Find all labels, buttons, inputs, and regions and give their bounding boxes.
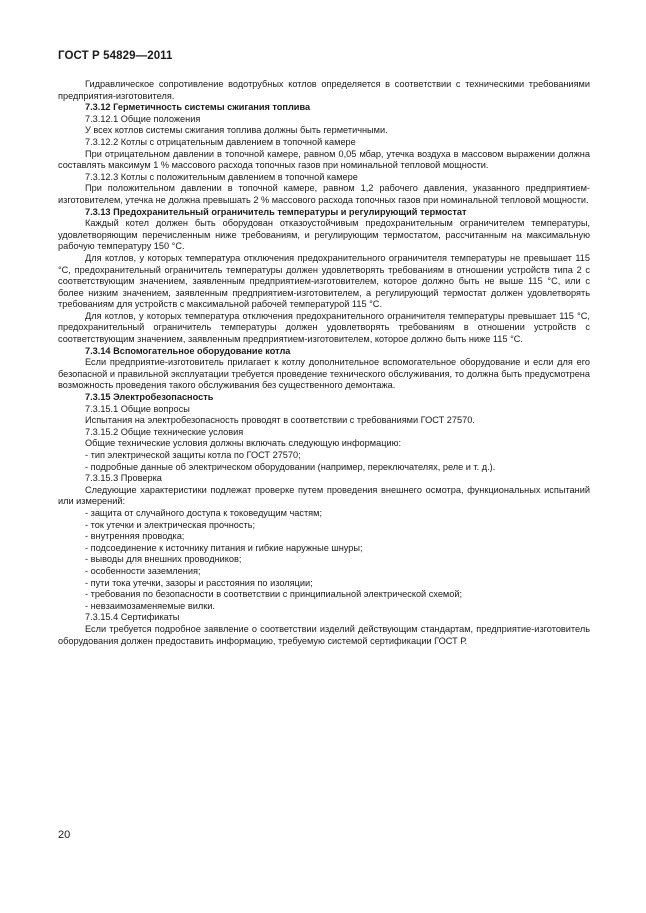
section-heading: 7.3.12 Герметичность системы сжигания топлива (85, 102, 311, 113)
subsection-heading: 7.3.15.3 Проверка (85, 473, 162, 484)
list-item: - подробные данные об электрическом оборудовании (например, переключателях, реле и т. д.). (85, 461, 496, 472)
paragraph: Каждый котел должен быть оборудован отказоустойчивым предохранительным ограничителем температуры, удовлетворяющим перечисленным ниже требованиям, и регулирующим термостатом, рассчитанным на максимальную рабочую температуру 150 °С. (58, 218, 590, 252)
subsection-heading: 7.3.12.2 Котлы с отрицательным давлением в топочной камере (85, 136, 356, 147)
paragraph: Если требуется подробное заявление о соответствии изделий действующим стандартам, предприятие-изготовитель оборудования должен предоставить информацию, требуемую системой сертификации ГОСТ Р. (58, 623, 590, 646)
paragraph: При отрицательном давлении в топочной камере, равном 0,05 мбар, утечка воздуха в массовом выражении должна составлять максимум 1 % массового расхода топочных газов при номинальной тепловой мощности. (58, 148, 590, 171)
paragraph: Испытания на электробезопасность проводят в соответствии с требованиями ГОСТ 27570. (85, 415, 475, 426)
paragraph: Гидравлическое сопротивление водотрубных котлов определяется в соответствии с техническими требованиями предприятия-изготовителя. (58, 79, 590, 101)
list-item: - подсоединение к источнику питания и гибкие наружные шнуры; (85, 542, 363, 553)
list-item: - пути тока утечки, зазоры и расстояния по изоляции; (85, 577, 313, 588)
section-heading: 7.3.14 Вспомогательное оборудование котла (85, 345, 291, 356)
subsection-heading: 7.3.12.1 Общие положения (85, 113, 201, 124)
document-header: ГОСТ Р 54829—2011 (58, 50, 173, 62)
subsection-heading: 7.3.15.4 Сертификаты (85, 612, 180, 623)
paragraph: Если предприятие-изготовитель прилагает к котлу дополнительное вспомогательное оборудование и если для его безопасной и правильной эксплуатации требуется проведение технического обслуживания, то должна быть предусмотрена возможность проведения такого обслуживания без существенного демонтажа. (58, 357, 590, 391)
list-item: - защита от случайного доступа к токоведущим частям; (85, 507, 322, 518)
subsection-heading: 7.3.12.3 Котлы с положительным давлением в топочной камере (85, 171, 358, 182)
paragraph: При положительном давлении в топочной камере, равном 1,2 рабочего давления, указанного предприятием-изготовителем, утечка не должна превышать 2 % массового расхода топочных газов при номинальной тепловой мощности. (58, 183, 590, 205)
section-heading: 7.3.15 Электробезопасность (85, 392, 214, 403)
paragraph: Для котлов, у которых температура отключения предохранительного ограничителя температуры превышает 115 °С, предохранительный ограничитель температуры должен удовлетворять требованиям в отношении устройств с соответствующим значением, заявленным предприятием-изготовителем, которое должно быть ниже 115 °С. (58, 310, 590, 345)
paragraph: У всех котлов системы сжигания топлива должны быть герметичными. (85, 125, 388, 136)
document-body (58, 79, 590, 647)
page-number: 20 (58, 829, 71, 841)
paragraph: Следующие характеристики подлежат проверке путем проведения внешнего осмотра, функциональных испытаний или измерений: (58, 484, 590, 507)
list-item: - ток утечки и электрическая прочность; (85, 519, 256, 530)
list-item: - тип электрической защиты котла по ГОСТ 27570; (85, 450, 301, 460)
list-item: - невзаимозаменяемые вилки. (85, 600, 215, 611)
list-item: - выводы для внешних проводников; (85, 554, 242, 565)
list-item: - особенности заземления; (85, 565, 201, 576)
subsection-heading: 7.3.15.1 Общие вопросы (85, 403, 190, 414)
list-item: - требования по безопасности в соответствии с принципиальной электрической схемой; (85, 589, 463, 600)
paragraph: Для котлов, у которых температура отключения предохранительного ограничителя температуры не превышает 115 °С, предохранительный ограничитель температуры должен удовлетворять требованиям в отношении устройств типа 2 с соответствующим значением, заявленным предприятием-изготовителем, которое должно быть не выше 115 °С, или с более низким значением, заявленным предприятием-изготовителем, а регулирующий термостат должен удовлетворять требованиям для устройств с максимальной рабочей температурой 115 °С. (58, 252, 590, 310)
section-heading: 7.3.13 Предохранительный ограничитель температуры и регулирующий термостат (85, 206, 467, 217)
list-item: - внутренняя проводка; (85, 531, 185, 542)
subsection-heading: 7.3.15.2 Общие технические условия (85, 426, 244, 437)
paragraph: Общие технические условия должны включать следующую информацию: (85, 438, 402, 449)
